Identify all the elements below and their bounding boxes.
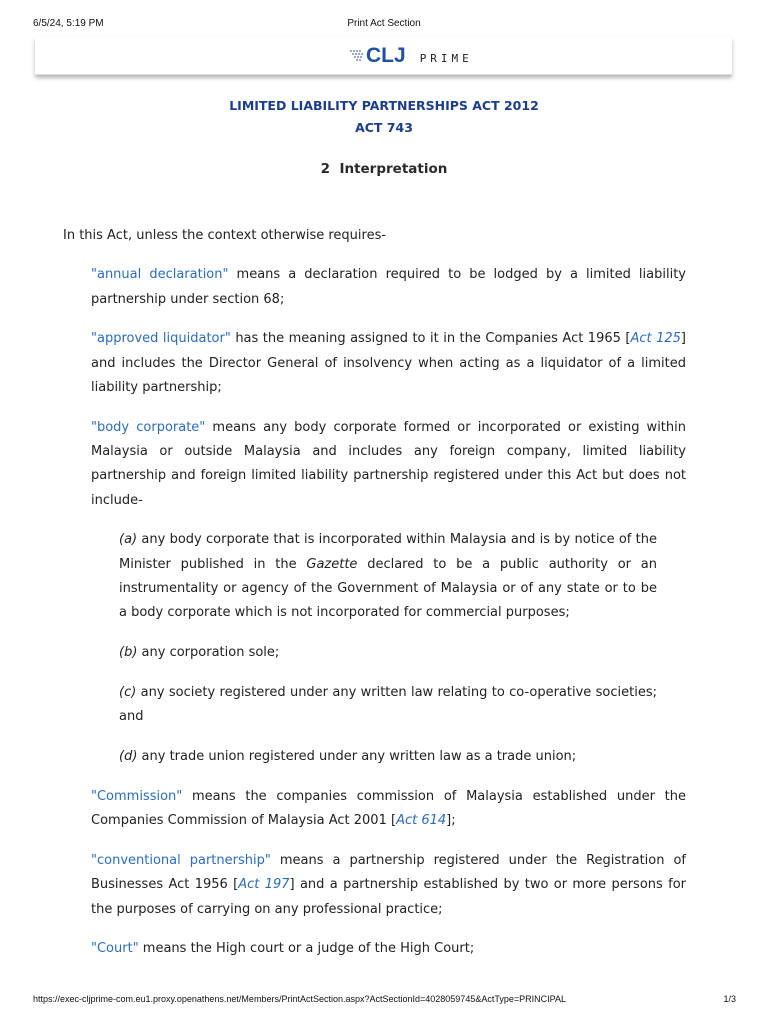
section-heading <box>0 159 768 179</box>
body-corporate-item-d <box>119 745 657 769</box>
term-annual-declaration[interactable]: "annual declaration" <box>91 267 229 283</box>
definition-text: means a declaration required to be lodged by a limited liability partnership under section 68; <box>91 267 686 307</box>
print-url: https://exec-cljprime-com.eu1.proxy.openathens.net/Members/PrintActSection.aspx?ActSectionId=4028059745&ActType=PRINCIPAL <box>33 994 566 1004</box>
item-label: (d) <box>119 749 138 765</box>
definition-approved-liquidator <box>91 327 686 400</box>
clj-logo-icon <box>348 49 364 63</box>
print-page-title: Print Act Section <box>347 18 421 29</box>
definition-text: has the meaning assigned to it in the Companies Act 1965 [ <box>230 331 631 347</box>
item-text: declared to be a public authority or an instrumentality or agency of the Government of Malaysia or of any state or to be a body corporate which is not incorporated for commercial purposes; <box>119 556 657 621</box>
item-text: any body corporate that is incorporated within Malaysia and is by notice of the Minister published in the <box>119 532 657 572</box>
item-label: (b) <box>119 645 138 661</box>
definition-text: means the companies commission of Malaysia established under the Companies Commission of Malaysia Act 2001 [ <box>91 788 686 829</box>
term-body-corporate[interactable]: "body corporate" <box>91 419 206 435</box>
clj-prime-logo[interactable] <box>348 44 473 68</box>
site-banner <box>35 37 732 75</box>
section-body <box>63 224 686 977</box>
term-conventional-partnership[interactable]: "conventional partnership" <box>91 852 271 868</box>
logo-text: CLJ <box>366 44 406 67</box>
definition-text: ] and includes the Director General of insolvency when acting as a liquidator of a limited liability partnership; <box>91 331 686 395</box>
section-number: 2 <box>320 161 331 177</box>
logo-suffix: PRIME <box>419 52 473 65</box>
definition-text: ]; <box>446 813 456 829</box>
definition-conventional-partnership <box>91 849 686 922</box>
print-header <box>0 18 768 32</box>
print-datetime: 6/5/24, 5:19 PM <box>33 18 104 29</box>
page-number: 1/3 <box>723 994 736 1004</box>
intro-paragraph: In this Act, unless the context otherwise requires- <box>63 228 387 243</box>
definition-text: means any body corporate formed or incorporated or existing within Malaysia or outside Malaysia and includes any foreign company, limited liability partnership and foreign limited liability partnership registered under this Act but does not include- <box>91 419 686 508</box>
gazette-term: Gazette <box>306 556 358 572</box>
act-heading <box>0 95 768 139</box>
act-125-link[interactable]: Act 125 <box>630 331 681 347</box>
definition-commission <box>91 785 686 834</box>
definition-text: means the High court or a judge of the High Court; <box>138 941 475 957</box>
body-corporate-item-b <box>119 641 657 665</box>
act-197-link[interactable]: Act 197 <box>238 877 290 893</box>
definition-text: means a partnership registered under the Registration of Businesses Act 1956 [ <box>91 852 687 893</box>
act-number: ACT 743 <box>355 120 413 135</box>
definition-court <box>91 937 686 961</box>
definition-annual-declaration <box>91 263 686 312</box>
item-label: (c) <box>119 684 137 700</box>
item-label: (a) <box>119 532 138 548</box>
section-heading-text: Interpretation <box>339 161 448 177</box>
term-approved-liquidator[interactable]: "approved liquidator" <box>91 331 231 347</box>
term-commission[interactable]: "Commission" <box>91 788 183 804</box>
item-text: any society registered under any written law relating to co-operative societies; and <box>119 684 657 725</box>
definition-text: ] and a partnership established by two or more persons for the purposes of carrying on any professional practice; <box>91 877 687 917</box>
item-text: any trade union registered under any written law as a trade union; <box>137 749 577 765</box>
act-614-link[interactable]: Act 614 <box>396 813 447 829</box>
body-corporate-item-c <box>119 681 657 730</box>
term-court[interactable]: "Court" <box>91 941 139 957</box>
item-text: any corporation sole; <box>137 645 280 661</box>
print-footer <box>0 994 768 1008</box>
body-corporate-item-a <box>119 528 657 625</box>
definition-body-corporate <box>91 416 686 513</box>
act-title: LIMITED LIABILITY PARTNERSHIPS ACT 2012 <box>229 98 539 113</box>
